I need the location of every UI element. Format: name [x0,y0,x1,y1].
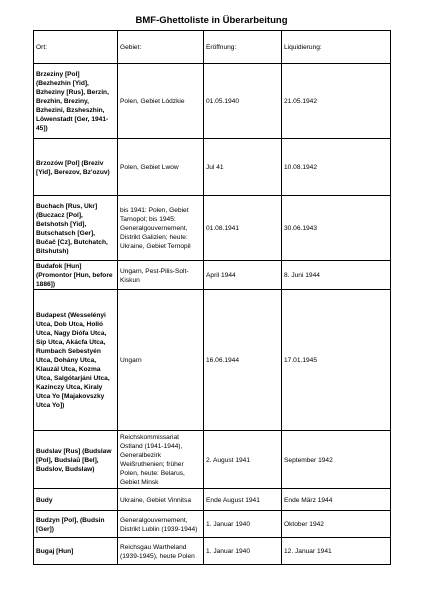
cell-gebiet: Ungarn, Pest-Pilis-Solt-Kiskun [118,261,204,290]
ghetto-table [33,30,391,565]
cell-ort: Budzyn [Pol], (Budsin [Ger]) [34,511,118,538]
cell-liquidierung: 10.08.1942 [282,139,391,196]
cell-eroeffnung: 1. Januar 1940 [204,538,282,565]
cell-ort: Brzozów [Pol] (Breziv [Yid], Berezov, Bz'ozuv) [34,139,118,196]
header-liquidierung: Liquidierung: [282,31,391,64]
cell-liquidierung: September 1942 [282,431,391,489]
table-row [34,64,391,139]
table-row [34,489,391,511]
cell-eroeffnung: 01.08.1941 [204,196,282,261]
table-row [34,290,391,431]
cell-eroeffnung: 2. August 1941 [204,431,282,489]
cell-ort: Buchach [Rus, Ukr] (Buczacz [Pol], Betshotsh [Yid], Butschatsch [Ger], Bučač [Cz], Butchatch, Bitshutsh) [34,196,118,261]
cell-gebiet: Ungarn [118,290,204,431]
cell-ort: Budafok [Hun] (Promontor [Hun, before 1886]) [34,261,118,290]
cell-eroeffnung: April 1944 [204,261,282,290]
table-row [34,431,391,489]
table-header-row [34,31,391,64]
cell-eroeffnung: Ende August 1941 [204,489,282,511]
cell-eroeffnung: Jul 41 [204,139,282,196]
cell-gebiet: Reichskommissariat Ostland (1941-1944), Generalbezirk Weißruthenien; früher Polen, heute: Belarus, Gebiet Minsk [118,431,204,489]
cell-gebiet: Polen, Gebiet Lódzkie [118,64,204,139]
cell-liquidierung: 21.05.1942 [282,64,391,139]
table-row [34,139,391,196]
cell-eroeffnung: 1. Januar 1940 [204,511,282,538]
header-gebiet: Gebiet: [118,31,204,64]
cell-liquidierung: Ende März 1944 [282,489,391,511]
cell-ort: Budapest (Wesselényi Utca, Dob Utca, Holló Utca, Nagy Diófa Utca, Sip Utca, Akácfa Utca, Rumbach Sebestyén Utca, Dohány Utca, Klauzál Utca, Kozma Utca, Salgótarjáni Utca, Kazinczy Utca, Kiraly Utca Yo [Majakovszky Utca Yo]) [34,290,118,431]
cell-ort: Budy [34,489,118,511]
header-ort: Ort: [34,31,118,64]
cell-gebiet: Ukraine, Gebiet Vinnitsa [118,489,204,511]
cell-ort: Budslav [Rus] (Budslaw [Pol], Budslaŭ [Bel], Budslov, Budslaw) [34,431,118,489]
page-title: BMF-Ghettoliste in Überarbeitung [135,15,288,26]
cell-ort: Brzeziny [Pol] (Bezhezhin [Yid], Bzheziny [Rus], Berzin, Brezhin, Breziny, Bzhezini, Bzsheszhin, Löwenstadt [Ger, 1941-45]) [34,64,118,139]
cell-gebiet: bis 1941: Polen, Gebiet Tarnopol; bis 1945: Generalgouvernement, Distrikt Galizien; heute: Ukraine, Gebiet Ternopil [118,196,204,261]
table-row [34,261,391,290]
cell-eroeffnung: 01.05.1940 [204,64,282,139]
cell-gebiet: Polen, Gebiet Lwow [118,139,204,196]
cell-liquidierung: Oktober 1942 [282,511,391,538]
header-eroeffnung: Eröffnung: [204,31,282,64]
cell-liquidierung: 30.06.1943 [282,196,391,261]
cell-liquidierung: 12. Januar 1941 [282,538,391,565]
cell-liquidierung: 17.01.1945 [282,290,391,431]
table-row [34,538,391,565]
cell-liquidierung: 8. Juni 1944 [282,261,391,290]
cell-ort: Bugaj [Hun] [34,538,118,565]
table-row [34,511,391,538]
cell-eroeffnung: 16.06.1944 [204,290,282,431]
cell-gebiet: Generalgouvernement, Distrikt Lublin (1939-1944) [118,511,204,538]
table-row [34,196,391,261]
cell-gebiet: Reichsgau Wartheland (1939-1945), heute Polen [118,538,204,565]
